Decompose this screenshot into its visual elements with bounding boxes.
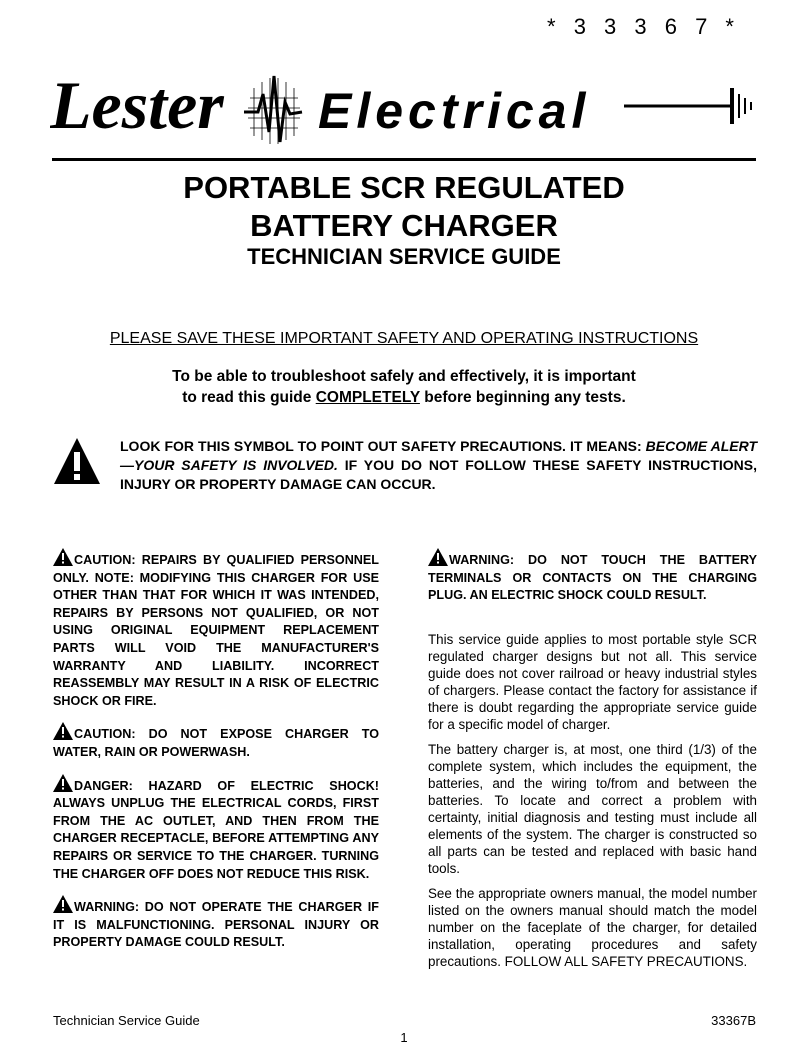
warning-triangle-icon [428, 548, 448, 566]
footer-title: Technician Service Guide [53, 1013, 200, 1028]
warning-battery-terminals: WARNING: DO NOT TOUCH THE BATTERY TERMINALS OR CONTACTS ON THE CHARGING PLUG. AN ELECTRIC SHOCK COULD RESULT. [428, 548, 757, 605]
left-column [53, 548, 379, 964]
right-column [428, 548, 757, 978]
logo-word-text: Electrical [318, 83, 591, 139]
warning-triangle-icon [53, 895, 73, 913]
paragraph-system: The battery charger is, at most, one third (1/3) of the complete system, which includes the equipment, the batteries, and the wiring to/from and between the batteries. To locate and correct a problem with certainty, initial diagnosis and testing must include all elements of the system. The charger is constructed so all parts can be tested and replaced with basic hand tools. [428, 741, 757, 876]
intro-text [0, 366, 808, 408]
subtitle: TECHNICIAN SERVICE GUIDE [247, 244, 561, 269]
title-line-1: PORTABLE SCR REGULATED [183, 170, 625, 205]
warning-triangle-icon [53, 774, 73, 792]
logo-script-text: Lester [50, 67, 224, 143]
intro-post: before beginning any tests. [419, 389, 626, 406]
plug-line-icon [624, 88, 751, 124]
caution-qualified-personnel: CAUTION: REPAIRS BY QUALIFIED PERSONNEL ONLY. NOTE: MODIFYING THIS CHARGER FOR USE OTHER THAN THAT FOR WHICH IT WAS INTENDED, REPAIRS BY PERSONS NOT QUALIFIED, OR NOT USING ORIGINAL EQUIPMENT REPLACEMENT PARTS WILL VOID THE MANUFACTURER'S WARRANTY AND LIABILITY. INCORRECT REASSEMBLY MAY RESULT IN A RISK OF ELECTRIC SHOCK OR FIRE. [53, 548, 379, 710]
paragraph-scope: This service guide applies to most portable style SCR regulated charger designs but not all. This service guide does not cover railroad or heavy industrial styles of chargers. Please contact the factory for assistance if there is doubt regarding the appropriate service guide for a specific model of charger. [428, 631, 757, 732]
intro-pre: to read this guide [182, 389, 316, 406]
intro-emphasis: COMPLETELY [315, 389, 420, 406]
intro-line-1: To be able to troubleshoot safely and effectively, it is important [172, 368, 636, 385]
safety-symbol-emphasis: BECOME ALERT—YOUR SAFETY IS INVOLVED. [120, 438, 757, 473]
waveform-emblem-icon [244, 76, 302, 144]
warning-triangle-icon [53, 548, 73, 566]
footer-doc-number: 33367B [711, 1013, 756, 1028]
warning-triangle-icon [52, 436, 102, 486]
paragraph-owners-manual: See the appropriate owners manual, the model number listed on the owners manual should match the model number on the faceplate of the charger, for detailed installation, operating procedures and safety precautions. FOLLOW ALL SAFETY PRECAUTIONS. [428, 885, 757, 969]
document-number: * 3 3 3 6 7 * [547, 14, 740, 39]
page-number: 1 [400, 1030, 408, 1045]
caution-water: CAUTION: DO NOT EXPOSE CHARGER TO WATER, RAIN OR POWERWASH. [53, 722, 379, 761]
warning-triangle-icon [53, 722, 73, 740]
safety-symbol-pre: LOOK FOR THIS SYMBOL TO POINT OUT SAFETY PRECAUTIONS. IT MEANS: [120, 438, 646, 454]
save-instructions-notice: PLEASE SAVE THESE IMPORTANT SAFETY AND OPERATING INSTRUCTIONS [109, 330, 699, 347]
lester-electrical-logo [50, 58, 760, 148]
safety-symbol-explanation [120, 437, 757, 494]
header-rule [52, 158, 756, 161]
danger-electric-shock: DANGER: HAZARD OF ELECTRIC SHOCK! ALWAYS UNPLUG THE ELECTRICAL CORDS, FIRST FROM THE AC OUTLET, AND THEN FROM THE CHARGER RECEPTACLE, BEFORE ATTEMPTING ANY REPAIRS OR SERVICE TO THE CHARGER. TURNING THE CHARGER OFF DOES NOT REDUCE THIS RISK. [53, 774, 379, 884]
title-line-2: BATTERY CHARGER [250, 208, 558, 243]
safety-symbol-post: IF YOU DO NOT FOLLOW THESE SAFETY INSTRUCTIONS, INJURY OR PROPERTY DAMAGE CAN OCCUR. [120, 457, 757, 492]
warning-malfunctioning: WARNING: DO NOT OPERATE THE CHARGER IF IT IS MALFUNCTIONING. PERSONAL INJURY OR PROPERTY DAMAGE COULD RESULT. [53, 895, 379, 952]
